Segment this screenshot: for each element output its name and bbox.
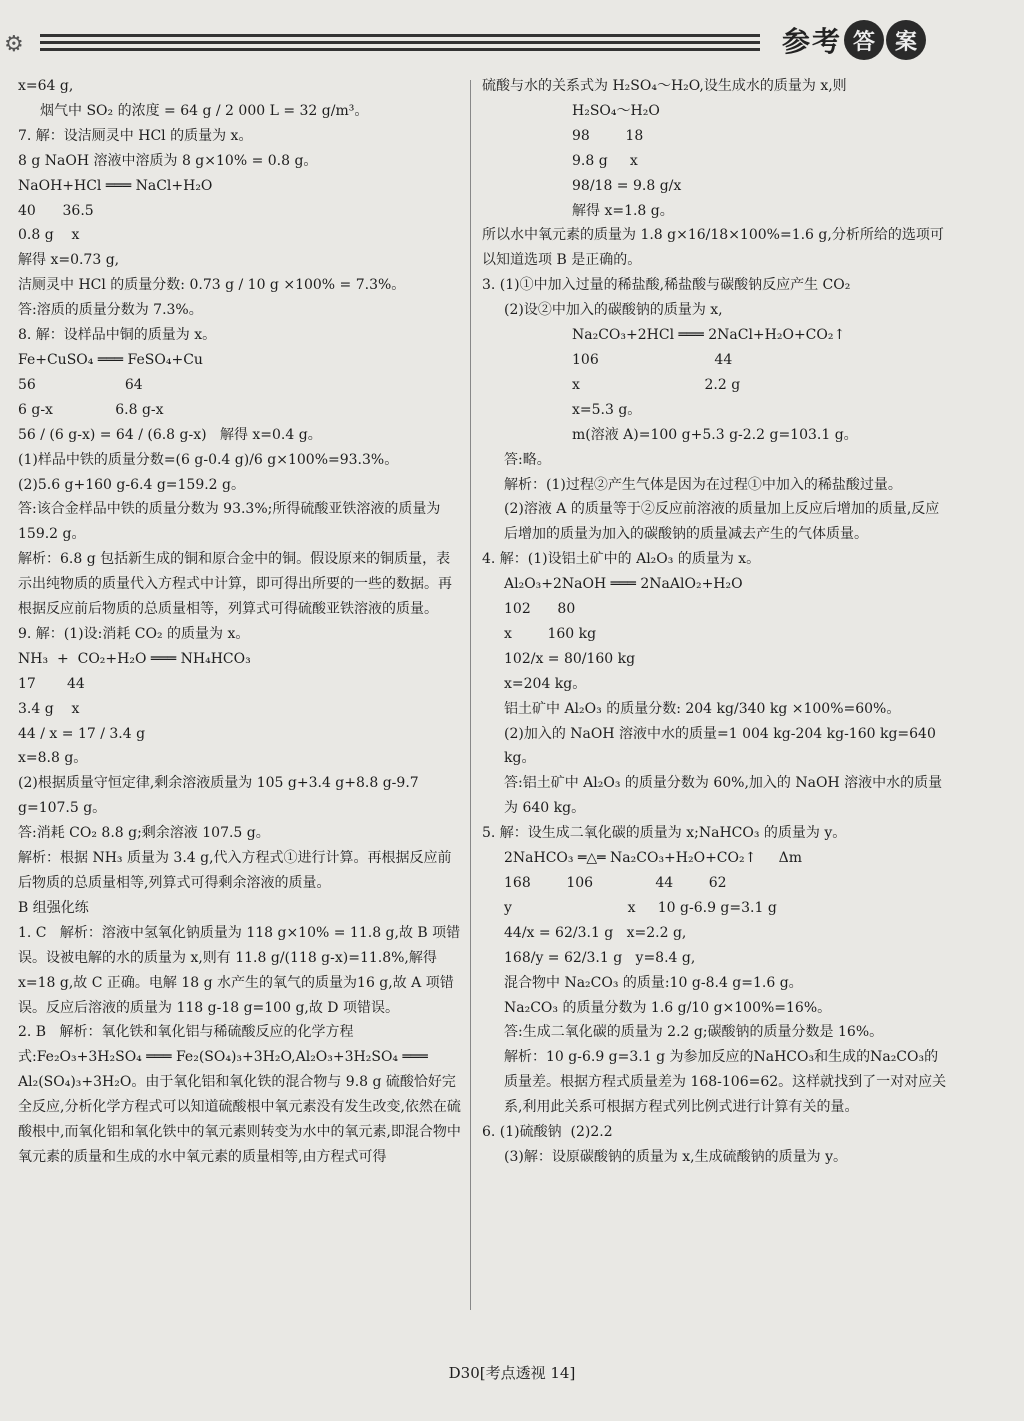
equation-line: 2NaHCO₃ ═△═ Na₂CO₃+H₂O+CO₂↑ Δm bbox=[504, 850, 802, 867]
answer-line: 答:略。 bbox=[504, 451, 551, 468]
text-line: (2)5.6 g+160 g-6.4 g=159.2 g。 bbox=[18, 476, 246, 493]
equation-line: 98 18 bbox=[572, 127, 644, 144]
equation-line: 6 g-x 6.8 g-x bbox=[18, 401, 164, 418]
text-line: 硫酸与水的关系式为 H₂SO₄～H₂O,设生成水的质量为 x,则 bbox=[482, 78, 847, 94]
text-line: x=5.3 g。 bbox=[572, 401, 642, 418]
text-line: x=8.8 g。 bbox=[18, 750, 88, 767]
analysis-line: 解析：(1)过程②产生气体是因为在过程①中加入的稀盐酸过量。 bbox=[504, 476, 902, 493]
text-line: 5. 解：设生成二氧化碳的质量为 x;NaHCO₃ 的质量为 y。 bbox=[482, 825, 847, 842]
equation-line: H₂SO₄～H₂O bbox=[572, 102, 660, 119]
text-line: x=64 g, bbox=[18, 78, 74, 94]
equation-line: x 160 kg bbox=[504, 625, 597, 642]
equation-line: 17 44 bbox=[18, 675, 85, 692]
text-line: (2)设②中加入的碳酸钠的质量为 x, bbox=[504, 302, 723, 319]
text-line: Na₂CO₃ 的质量分数为 1.6 g/10 g×100%=16%。 bbox=[504, 999, 832, 1016]
text-line: 4. 解：(1)设铝土矿中的 Al₂O₃ 的质量为 x。 bbox=[482, 551, 761, 568]
text-line: m(溶液 A)=100 g+5.3 g-2.2 g=103.1 g。 bbox=[572, 426, 858, 443]
equation-line: 102 80 bbox=[504, 601, 576, 618]
answer-line: 答:铝土矿中 Al₂O₃ 的质量分数为 60%,加入的 NaOH 溶液中水的质量为 640 kg。 bbox=[504, 775, 943, 817]
answer-line: 答:消耗 CO₂ 8.8 g;剩余溶液 107.5 g。 bbox=[18, 825, 270, 842]
answer-title bbox=[782, 20, 926, 60]
equation-line: 98/18 = 9.8 g/x bbox=[572, 177, 682, 194]
equation-line: y x 10 g-6.9 g=3.1 g bbox=[504, 899, 777, 916]
header-rule bbox=[40, 34, 760, 55]
answer-line: 答:该合金样品中铁的质量分数为 93.3%;所得硫酸亚铁溶液的质量为 159.2 g。 bbox=[18, 501, 445, 543]
answer-line: 答:生成二氧化碳的质量为 2.2 g;碳酸钠的质量分数是 16%。 bbox=[504, 1024, 884, 1041]
text-line: 8. 解：设样品中铜的质量为 x。 bbox=[18, 327, 217, 344]
gear-icon: ⚙ bbox=[4, 32, 24, 57]
equation-line: 44/x = 62/3.1 g x=2.2 g, bbox=[504, 924, 687, 941]
equation-line: 168/y = 62/3.1 g y=8.4 g, bbox=[504, 949, 696, 966]
analysis-line: 解析：10 g-6.9 g=3.1 g 为参加反应的NaHCO₃和生成的Na₂CO₃的质量差。根据方程式质量差为 168-106=62。这样就找到了一对对应关系,利用此关系可根据方程式列比例式进行计算有关的量。 bbox=[504, 1049, 947, 1116]
section-heading: B 组强化练 bbox=[18, 899, 89, 916]
text-line: 铝土矿中 Al₂O₃ 的质量分数: 204 kg/340 kg ×100%=60%。 bbox=[504, 700, 901, 717]
equation-line: 106 44 bbox=[572, 351, 733, 368]
text-line: (2)加入的 NaOH 溶液中水的质量=1 004 kg-204 kg-160 kg=640 kg。 bbox=[504, 725, 941, 767]
text-line: 9. 解：(1)设:消耗 CO₂ 的质量为 x。 bbox=[18, 625, 250, 642]
equation-line: 56 / (6 g-x) = 64 / (6.8 g-x) 解得 x=0.4 g。 bbox=[18, 426, 322, 443]
equation-line: 44 / x = 17 / 3.4 g bbox=[18, 725, 146, 742]
text-line: (1)样品中铁的质量分数=(6 g-0.4 g)/6 g×100%=93.3%。 bbox=[18, 451, 399, 468]
equation-line: Fe+CuSO₄ ═══ FeSO₄+Cu bbox=[18, 351, 203, 368]
text-line: 1. C 解析：溶液中氢氧化钠质量为 118 g×10% = 11.8 g,故 B 项错误。设被电解的水的质量为 x,则有 11.8 g/(118 g-x)=11.8%,解得 x=18 g,故 C 正确。电解 18 g 水产生的氧气的质量为16 g,故 A 项错误。反应后溶液的质量为 118 g-18 g=100 g,故 D 项错误。 bbox=[18, 924, 461, 1016]
text-line: x=204 kg。 bbox=[504, 675, 587, 692]
text-line: 3. (1)①中加入过量的稀盐酸,稀盐酸与碳酸钠反应产生 CO₂ bbox=[482, 277, 851, 294]
title-badge-2: 案 bbox=[886, 20, 926, 60]
equation-line: x 2.2 g bbox=[572, 376, 741, 393]
text-line: (2)根据质量守恒定律,剩余溶液质量为 105 g+3.4 g+8.8 g-9.7 g=107.5 g。 bbox=[18, 775, 424, 817]
text-line: 8 g NaOH 溶液中溶质为 8 g×10% = 0.8 g。 bbox=[18, 152, 318, 169]
column-divider bbox=[470, 80, 471, 1310]
left-column bbox=[18, 74, 463, 1170]
text-line: (3)解：设原碳酸钠的质量为 x,生成硫酸钠的质量为 y。 bbox=[504, 1148, 847, 1165]
analysis-line: (2)溶液 A 的质量等于②反应前溶液的质量加上反应后增加的质量,反应后增加的质量为加入的碳酸钠的质量减去产生的气体质量。 bbox=[504, 501, 940, 543]
title-text: 参考 bbox=[782, 25, 843, 58]
equation-line: NaOH+HCl ═══ NaCl+H₂O bbox=[18, 177, 213, 194]
text-line: 混合物中 Na₂CO₃ 的质量:10 g-8.4 g=1.6 g。 bbox=[504, 974, 803, 991]
analysis-line: 解析：6.8 g 包括新生成的铜和原合金中的铜。假设原来的铜质量，表示出纯物质的质量代入方程式中计算，即可得出所要的一些的数据。再根据反应前后物质的总质量相等，列算式可得硫酸亚铁溶液的质量。 bbox=[18, 551, 452, 618]
right-column bbox=[482, 74, 952, 1170]
equation-line: 168 106 44 62 bbox=[504, 875, 727, 891]
text-line: 所以水中氧元素的质量为 1.8 g×16/18×100%=1.6 g,分析所给的选项可以知道选项 B 是正确的。 bbox=[482, 227, 944, 269]
answer-line: 答:溶质的质量分数为 7.3%。 bbox=[18, 302, 203, 319]
equation-line: NH₃ + CO₂+H₂O ═══ NH₄HCO₃ bbox=[18, 650, 251, 667]
text-line: 7. 解：设洁厕灵中 HCl 的质量为 x。 bbox=[18, 127, 253, 144]
equation-line: Al₂O₃+2NaOH ═══ 2NaAlO₂+H₂O bbox=[504, 576, 743, 593]
equation-line: 40 36.5 bbox=[18, 202, 94, 219]
page-header bbox=[0, 0, 1024, 80]
equation-line: 9.8 g x bbox=[572, 152, 638, 169]
text-line: 6. (1)硫酸钠 (2)2.2 bbox=[482, 1124, 613, 1141]
text-line: 解得 x=1.8 g。 bbox=[572, 202, 674, 219]
equation-line: 56 64 bbox=[18, 376, 143, 393]
text-line: 烟气中 SO₂ 的浓度 = 64 g / 2 000 L = 32 g/m³。 bbox=[40, 102, 369, 119]
equation-line: Na₂CO₃+2HCl ═══ 2NaCl+H₂O+CO₂↑ bbox=[572, 327, 846, 344]
equation-line: 3.4 g x bbox=[18, 700, 80, 717]
title-badge-1: 答 bbox=[844, 20, 884, 60]
text-line: 解得 x=0.73 g, bbox=[18, 252, 120, 269]
equation-line: 0.8 g x bbox=[18, 227, 80, 244]
text-line: 洁厕灵中 HCl 的质量分数: 0.73 g / 10 g ×100% = 7.3%。 bbox=[18, 277, 406, 294]
analysis-line: 解析：根据 NH₃ 质量为 3.4 g,代入方程式①进行计算。再根据反应前后物质的总质量相等,列算式可得剩余溶液的质量。 bbox=[18, 850, 452, 891]
page-number: D30[考点透视 14] bbox=[448, 1364, 576, 1382]
text-line: 2. B 解析：氧化铁和氧化铝与稀硫酸反应的化学方程式:Fe₂O₃+3H₂SO₄ ═══ Fe₂(SO₄)₃+3H₂O,Al₂O₃+3H₂SO₄ ═══ Al₂(SO₄)₃+3H₂O。由于氧化铝和氧化铁的混合物与 9.8 g 硫酸恰好完全反应,分析化学方程式可以知道硫酸根中氧元素没有发生改变,依然在硫酸根中,而氧化铝和氧化铁中的氧元素则转变为水中的氧元素,即混合物中氧元素的质量和生成的水中氧元素的质量相等,由方程式可得 bbox=[18, 1024, 461, 1165]
equation-line: 102/x = 80/160 kg bbox=[504, 650, 636, 667]
